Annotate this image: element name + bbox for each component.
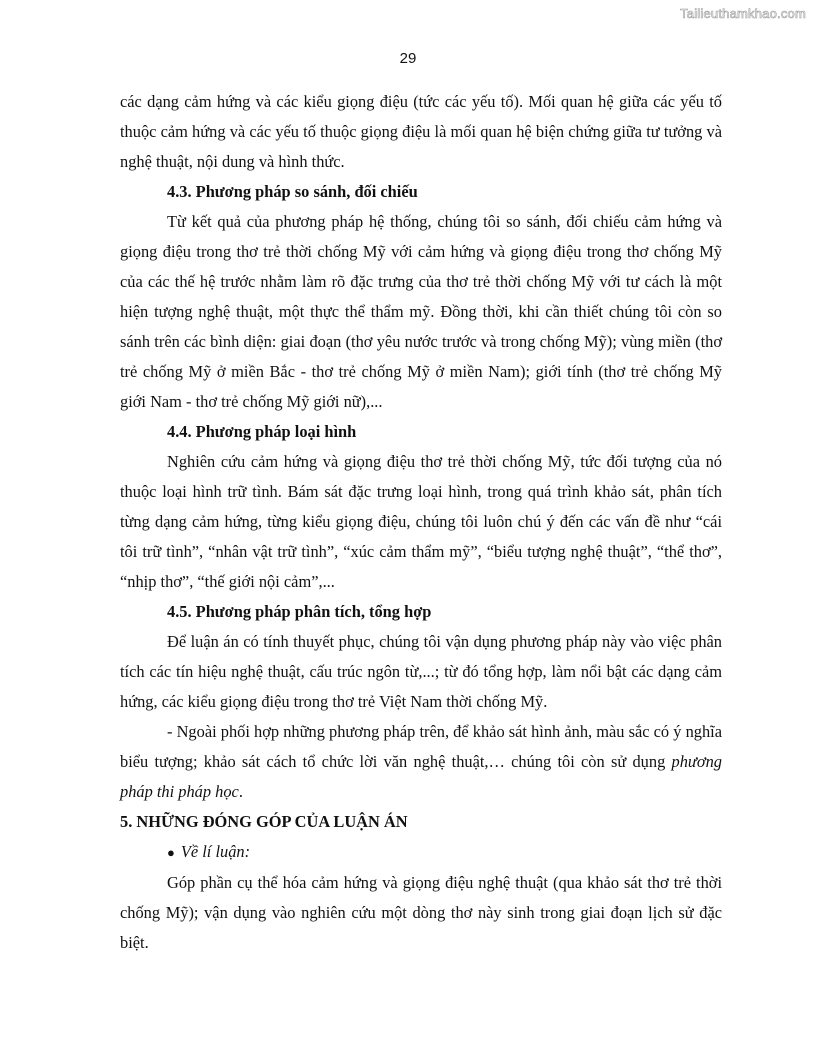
document-body xyxy=(120,87,722,958)
watermark: Tailieuthamkhao.com xyxy=(680,6,806,21)
heading-4-4: 4.4. Phương pháp loại hình xyxy=(167,422,357,441)
methods-note-text: - Ngoài phối hợp những phương pháp trên, để khảo sát hình ảnh, màu sắc có ý nghĩa biểu tượng; khảo sát cách tổ chức lời văn nghệ thuật,… chúng tôi còn sử dụng xyxy=(120,722,722,771)
methods-note-italic: phương pháp thi pháp học xyxy=(120,752,722,801)
heading-4-3: 4.3. Phương pháp so sánh, đối chiếu xyxy=(167,182,418,201)
methods-note-end: . xyxy=(238,782,243,801)
paragraph-intro: các dạng cảm hứng và các kiểu giọng điệu (tức các yếu tố). Mối quan hệ giữa các yếu tố thuộc cảm hứng và các yếu tố thuộc giọng điệu là mối quan hệ biện chứng giữa tư tưởng và nghệ thuật, nội dung và hình thức. xyxy=(120,92,722,171)
paragraph-4-4: Nghiên cứu cảm hứng và giọng điệu thơ trẻ thời chống Mỹ, tức đối tượng của nó thuộc loại hình trữ tình. Bám sát đặc trưng loại hình, trong quá trình khảo sát, phân tích từng dạng cảm hứng, từng kiểu giọng điệu, chúng tôi luôn chú ý đến các vấn đề như “cái tôi trữ tình”, “nhân vật trữ tình”, “xúc cảm thẩm mỹ”, “biểu tượng nghệ thuật”, “thể thơ”, “nhịp thơ”, “thế giới nội cảm”,... xyxy=(120,452,722,591)
heading-4-5: 4.5. Phương pháp phân tích, tổng hợp xyxy=(167,602,432,621)
page-number: 29 xyxy=(399,50,417,67)
paragraph-methods-note xyxy=(120,717,722,807)
paragraph-5: Góp phần cụ thể hóa cảm hứng và giọng điệu nghệ thuật (qua khảo sát thơ trẻ thời chống Mỹ); vận dụng vào nghiên cứu một dòng thơ này sinh trong giai đoạn lịch sử đặc biệt. xyxy=(120,873,722,952)
bullet-theory-label: Về lí luận: xyxy=(180,842,251,861)
section-heading-5: 5. NHỮNG ĐÓNG GÓP CỦA LUẬN ÁN xyxy=(120,812,408,831)
bullet-icon: ● xyxy=(167,845,175,860)
paragraph-4-3: Từ kết quả của phương pháp hệ thống, chúng tôi so sánh, đối chiếu cảm hứng và giọng điệu trong thơ trẻ thời chống Mỹ với cảm hứng và giọng điệu trong thơ chống Mỹ của các thế hệ trước nhằm làm rõ đặc trưng của thơ trẻ thời chống Mỹ với tư cách là một hiện tượng nghệ thuật, một thực thể thẩm mỹ. Đồng thời, khi cần thiết chúng tôi còn so sánh trên các bình diện: giai đoạn (thơ yêu nước trước và trong chống Mỹ); vùng miền (thơ trẻ chống Mỹ ở miền Bắc - thơ trẻ chống Mỹ ở miền Nam); giới tính (thơ trẻ chống Mỹ giới Nam - thơ trẻ chống Mỹ giới nữ),... xyxy=(120,212,722,411)
paragraph-4-5: Để luận án có tính thuyết phục, chúng tôi vận dụng phương pháp này vào việc phân tích các tín hiệu nghệ thuật, cấu trúc ngôn từ,...; từ đó tổng hợp, làm nổi bật các dạng cảm hứng, các kiểu giọng điệu trong thơ trẻ Việt Nam thời chống Mỹ. xyxy=(120,632,722,711)
bullet-theory xyxy=(120,837,722,868)
